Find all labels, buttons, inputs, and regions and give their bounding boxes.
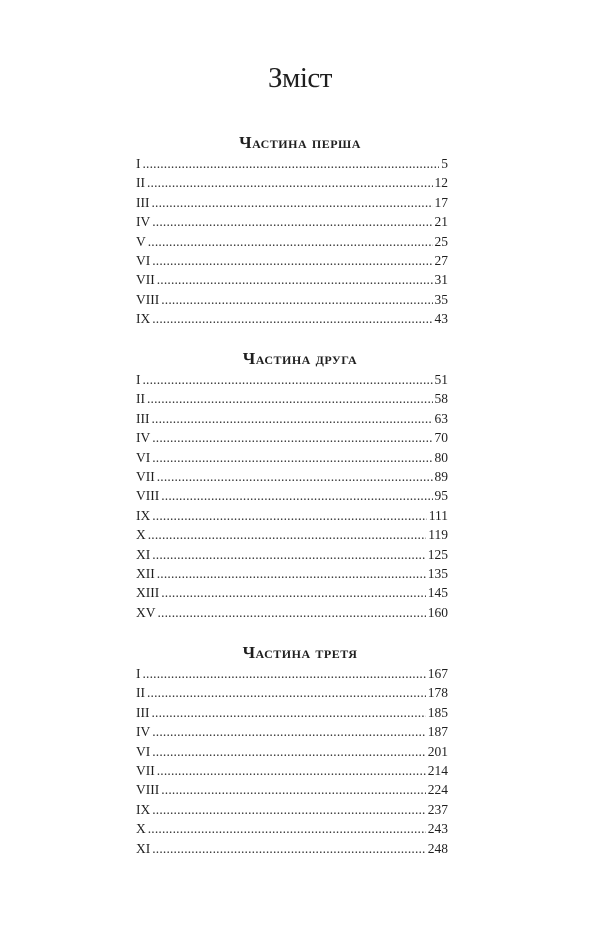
toc-chapter-number: XI xyxy=(136,840,151,856)
dot-leader xyxy=(150,251,432,270)
toc-entry[interactable] xyxy=(136,389,448,408)
dot-leader xyxy=(155,761,426,780)
toc-entry[interactable] xyxy=(136,309,448,328)
toc-page-number: 70 xyxy=(434,430,448,446)
toc-chapter-number: II xyxy=(136,175,145,191)
toc-entry[interactable] xyxy=(136,564,448,583)
dot-leader xyxy=(150,545,426,564)
page-title: Зміст xyxy=(268,62,332,94)
toc-page-number: 95 xyxy=(434,488,448,504)
dot-leader xyxy=(145,683,426,702)
toc-entry[interactable] xyxy=(136,251,448,270)
dot-leader xyxy=(159,780,426,799)
toc-chapter-number: IX xyxy=(136,311,151,327)
toc-chapter-number: X xyxy=(136,527,146,543)
toc-page-number: 12 xyxy=(434,175,448,191)
toc-chapter-number: VIII xyxy=(136,782,160,798)
toc-entry[interactable] xyxy=(136,603,448,622)
toc-chapter-number: VII xyxy=(136,272,155,288)
toc-entry[interactable] xyxy=(136,154,448,173)
dot-leader xyxy=(150,703,426,722)
toc-page-number: 25 xyxy=(434,233,448,249)
toc-entry[interactable] xyxy=(136,409,448,428)
toc-chapter-number: VIII xyxy=(136,291,160,307)
dot-leader xyxy=(141,154,440,173)
part-heading-1: Частина перша xyxy=(239,133,361,152)
dot-leader xyxy=(159,486,432,505)
dot-leader xyxy=(141,370,433,389)
toc-chapter-number: XIII xyxy=(136,585,160,601)
toc-page-number: 17 xyxy=(434,194,448,210)
toc-entry[interactable] xyxy=(136,545,448,564)
toc-chapter-number: VI xyxy=(136,449,151,465)
dot-leader xyxy=(155,467,433,486)
dot-leader xyxy=(150,722,426,741)
dot-leader xyxy=(155,564,426,583)
toc-entry[interactable] xyxy=(136,506,448,525)
toc-page-number: 80 xyxy=(434,449,448,465)
toc-entry[interactable] xyxy=(136,761,448,780)
toc-entry[interactable] xyxy=(136,819,448,838)
dot-leader xyxy=(145,389,433,408)
dot-leader xyxy=(150,409,433,428)
dot-leader xyxy=(146,819,426,838)
toc-entry[interactable] xyxy=(136,583,448,602)
toc-chapter-number: II xyxy=(136,391,145,407)
toc-chapter-number: I xyxy=(136,371,141,387)
part-heading-2: Частина друга xyxy=(242,349,358,368)
toc-page-number: 224 xyxy=(427,782,448,798)
toc-entry[interactable] xyxy=(136,270,448,289)
dot-leader xyxy=(150,448,432,467)
toc-chapter-number: V xyxy=(136,233,146,249)
dot-leader xyxy=(150,193,433,212)
toc-entry[interactable] xyxy=(136,839,448,858)
toc-page-number: 43 xyxy=(434,311,448,327)
part-heading-3: Частина третя xyxy=(242,643,358,662)
toc-chapter-number: IX xyxy=(136,801,151,817)
dot-leader xyxy=(146,232,433,251)
dot-leader xyxy=(150,212,432,231)
toc-chapter-number: III xyxy=(136,704,150,720)
dot-leader xyxy=(159,583,426,602)
toc-page-number: 111 xyxy=(428,507,448,523)
dot-leader xyxy=(145,173,433,192)
toc-page-number: 63 xyxy=(434,410,448,426)
toc-entry[interactable] xyxy=(136,703,448,722)
toc-page-number: 178 xyxy=(427,685,448,701)
toc-chapter-number: VII xyxy=(136,762,155,778)
dot-leader xyxy=(159,290,432,309)
toc-page-number: 58 xyxy=(434,391,448,407)
toc-list-part-3 xyxy=(136,664,448,858)
toc-page-number: 201 xyxy=(427,743,448,759)
toc-entry[interactable] xyxy=(136,232,448,251)
toc-entry[interactable] xyxy=(136,467,448,486)
toc-chapter-number: XII xyxy=(136,565,155,581)
dot-leader xyxy=(150,428,432,447)
toc-chapter-number: IV xyxy=(136,430,151,446)
toc-entry[interactable] xyxy=(136,800,448,819)
toc-chapter-number: IX xyxy=(136,507,151,523)
toc-entry[interactable] xyxy=(136,193,448,212)
toc-page-number: 243 xyxy=(427,821,448,837)
toc-list-part-2 xyxy=(136,370,448,622)
toc-chapter-number: VI xyxy=(136,743,151,759)
toc-chapter-number: IV xyxy=(136,214,151,230)
toc-page-number: 248 xyxy=(427,840,448,856)
toc-page-number: 5 xyxy=(441,155,448,171)
toc-chapter-number: III xyxy=(136,410,150,426)
dot-leader xyxy=(150,742,426,761)
toc-entry[interactable] xyxy=(136,525,448,544)
dot-leader xyxy=(156,603,426,622)
toc-chapter-number: X xyxy=(136,821,146,837)
toc-entry[interactable] xyxy=(136,370,448,389)
dot-leader xyxy=(155,270,433,289)
toc-entry[interactable] xyxy=(136,742,448,761)
toc-page-number: 145 xyxy=(427,585,448,601)
dot-leader xyxy=(141,664,426,683)
toc-page-number: 21 xyxy=(434,214,448,230)
toc-chapter-number: I xyxy=(136,665,141,681)
toc-entry[interactable] xyxy=(136,722,448,741)
toc-page-number: 185 xyxy=(427,704,448,720)
toc-page-number: 31 xyxy=(434,272,448,288)
toc-chapter-number: IV xyxy=(136,724,151,740)
toc-chapter-number: VII xyxy=(136,468,155,484)
dot-leader xyxy=(146,525,427,544)
toc-entry[interactable] xyxy=(136,683,448,702)
toc-chapter-number: XI xyxy=(136,546,151,562)
toc-entry[interactable] xyxy=(136,664,448,683)
toc-entry[interactable] xyxy=(136,173,448,192)
toc-page-number: 187 xyxy=(427,724,448,740)
toc-page-number: 214 xyxy=(427,762,448,778)
dot-leader xyxy=(150,506,427,525)
toc-page-number: 135 xyxy=(427,565,448,581)
toc-chapter-number: XV xyxy=(136,604,156,620)
toc-page-number: 167 xyxy=(427,665,448,681)
toc-entry[interactable] xyxy=(136,212,448,231)
toc-page-number: 27 xyxy=(434,252,448,268)
toc-entry[interactable] xyxy=(136,448,448,467)
toc-entry[interactable] xyxy=(136,290,448,309)
dot-leader xyxy=(150,309,432,328)
toc-page-number: 119 xyxy=(428,527,448,543)
toc-page-number: 35 xyxy=(434,291,448,307)
toc-entry[interactable] xyxy=(136,780,448,799)
toc-page-number: 160 xyxy=(427,604,448,620)
toc-page-number: 125 xyxy=(427,546,448,562)
toc-chapter-number: III xyxy=(136,194,150,210)
toc-page-number: 237 xyxy=(427,801,448,817)
dot-leader xyxy=(150,800,426,819)
toc-chapter-number: VI xyxy=(136,252,151,268)
toc-page-number: 51 xyxy=(434,371,448,387)
toc-chapter-number: VIII xyxy=(136,488,160,504)
dot-leader xyxy=(150,839,426,858)
toc-chapter-number: II xyxy=(136,685,145,701)
toc-entry[interactable] xyxy=(136,428,448,447)
toc-chapter-number: I xyxy=(136,155,141,171)
toc-list-part-1 xyxy=(136,154,448,329)
toc-page-number: 89 xyxy=(434,468,448,484)
toc-entry[interactable] xyxy=(136,486,448,505)
